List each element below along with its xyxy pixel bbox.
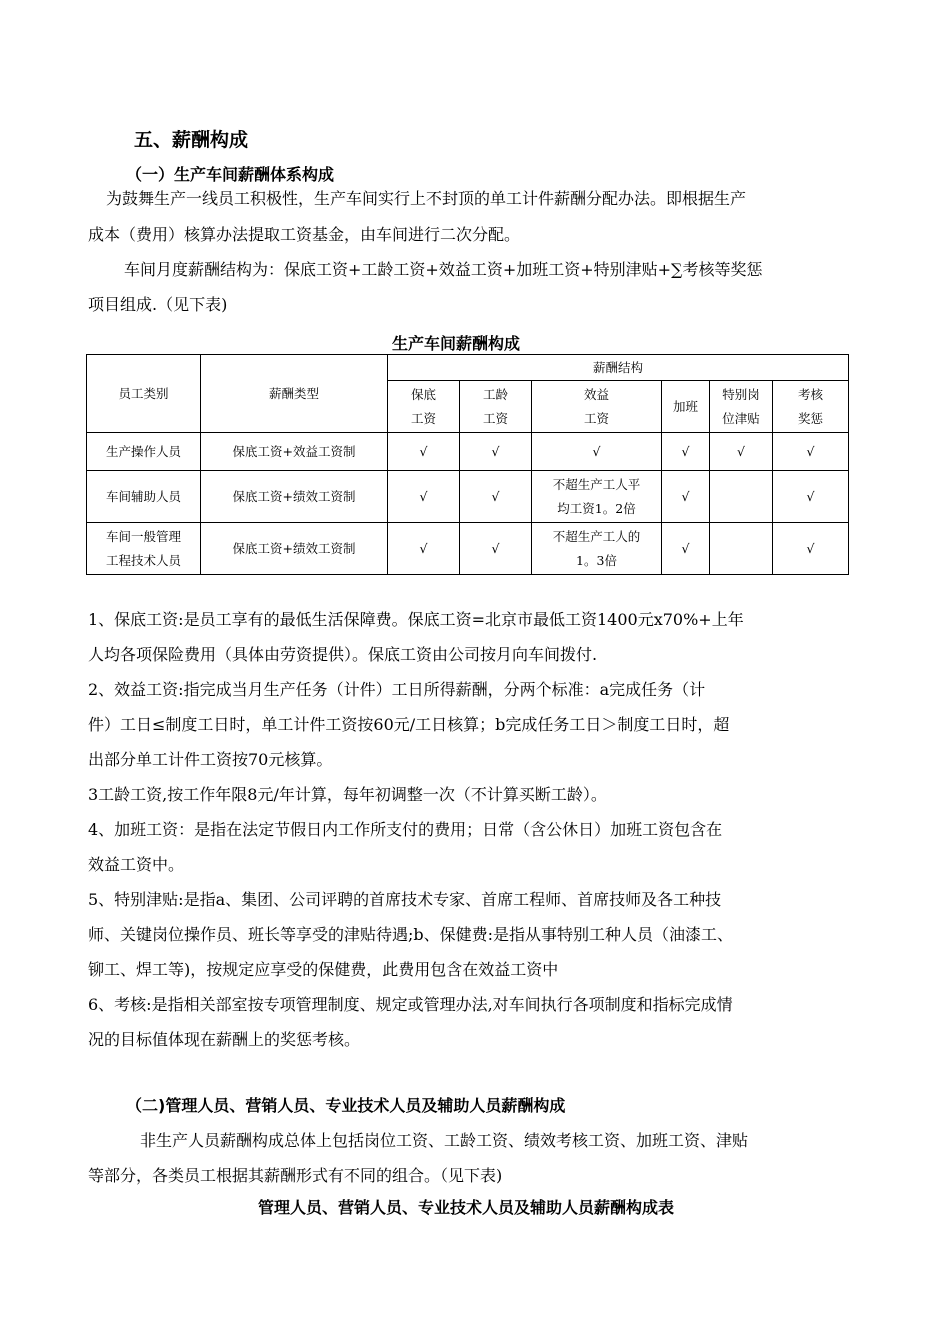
subsection-title-1: （一）生产车间薪酬体系构成 [126, 165, 335, 184]
cell-benefit: 不超生产工人平 均工资1。2倍 [532, 471, 662, 523]
cell-employee-type: 生产操作人员 [87, 433, 201, 471]
cell-benefit: √ [532, 433, 662, 471]
intro-line-2: 成本（费用）核算办法提取工资基金，由车间进行二次分配。 [88, 225, 521, 244]
cell-base: √ [388, 523, 460, 575]
table-row [87, 523, 849, 575]
cell-special [710, 471, 773, 523]
cell-salary-type: 保底工资+绩效工资制 [201, 523, 388, 575]
header-salary-type: 薪酬类型 [201, 355, 388, 433]
item-4-line-2: 效益工资中。 [88, 855, 185, 874]
item-6-line-1: 6、考核:是指相关部室按专项管理制度、规定或管理办法,对车间执行各项制度和指标完成情 [88, 995, 733, 1014]
cell-assess: √ [773, 471, 849, 523]
table2-caption: 管理人员、营销人员、专业技术人员及辅助人员薪酬构成表 [258, 1198, 675, 1217]
cell-employee-type: 车间辅助人员 [87, 471, 201, 523]
cell-special: √ [710, 433, 773, 471]
intro-line-3: 车间月度薪酬结构为：保底工资+工龄工资+效益工资+加班工资+特别津贴+∑考核等奖惩 [124, 260, 763, 279]
section-title: 五、薪酬构成 [134, 129, 249, 151]
header-assessment: 考核 奖惩 [773, 381, 849, 433]
cell-seniority: √ [460, 523, 532, 575]
header-seniority-wage: 工龄 工资 [460, 381, 532, 433]
cell-employee-type: 车间一般管理 工程技术人员 [87, 523, 201, 575]
intro-line-4: 项目组成.（见下表) [88, 295, 228, 314]
section2-line-2: 等部分，各类员工根据其薪酬形式有不同的组合。（见下表) [88, 1166, 503, 1185]
cell-special [710, 523, 773, 575]
section2-line-1: 非生产人员薪酬构成总体上包括岗位工资、工龄工资、绩效考核工资、加班工资、津贴 [140, 1131, 749, 1150]
table-row [87, 433, 849, 471]
table1-caption: 生产车间薪酬构成 [392, 334, 521, 353]
item-5-line-2: 师、关键岗位操作员、班长等享受的津贴待遇;b、保健费:是指从事特别工种人员（油漆工、 [88, 925, 734, 944]
cell-salary-type: 保底工资+绩效工资制 [201, 471, 388, 523]
cell-salary-type: 保底工资+效益工资制 [201, 433, 388, 471]
header-base-wage: 保底 工资 [388, 381, 460, 433]
cell-overtime: √ [662, 523, 710, 575]
item-4-line-1: 4、加班工资：是指在法定节假日内工作所支付的费用；日常（含公休日）加班工资包含在 [88, 820, 723, 839]
cell-seniority: √ [460, 433, 532, 471]
cell-overtime: √ [662, 433, 710, 471]
item-1-line-1: 1、保底工资:是员工享有的最低生活保障费。保底工资=北京市最低工资1400元x70%+上年 [88, 610, 744, 629]
cell-overtime: √ [662, 471, 710, 523]
salary-table [86, 354, 849, 575]
cell-assess: √ [773, 523, 849, 575]
table-header-row [87, 355, 849, 381]
cell-benefit: 不超生产工人的 1。3倍 [532, 523, 662, 575]
header-employee-type: 员工类别 [87, 355, 201, 433]
cell-base: √ [388, 433, 460, 471]
cell-base: √ [388, 471, 460, 523]
header-salary-structure: 薪酬结构 [388, 355, 849, 381]
item-2-line-3: 出部分单工计件工资按70元核算。 [88, 750, 333, 769]
item-3-line-1: 3工龄工资,按工作年限8元/年计算，每年初调整一次（不计算买断工龄）。 [88, 785, 607, 804]
item-1-line-2: 人均各项保险费用（具体由劳资提供）。保底工资由公司按月向车间拨付. [88, 645, 598, 664]
header-special-allowance: 特别岗 位津贴 [710, 381, 773, 433]
intro-line-1: 为鼓舞生产一线员工积极性，生产车间实行上不封顶的单工计件薪酬分配办法。即根据生产 [106, 189, 747, 208]
cell-seniority: √ [460, 471, 532, 523]
cell-assess: √ [773, 433, 849, 471]
item-2-line-1: 2、效益工资:指完成当月生产任务（计件）工日所得薪酬，分两个标准：a完成任务（计 [88, 680, 706, 699]
table-row [87, 471, 849, 523]
header-benefit-wage: 效益 工资 [532, 381, 662, 433]
item-6-line-2: 况的目标值体现在薪酬上的奖惩考核。 [88, 1030, 361, 1049]
header-overtime: 加班 [662, 381, 710, 433]
subsection-title-2: （二)管理人员、营销人员、专业技术人员及辅助人员薪酬构成 [126, 1096, 566, 1115]
item-5-line-3: 铆工、焊工等)，按规定应享受的保健费，此费用包含在效益工资中 [88, 960, 559, 979]
item-5-line-1: 5、特别津贴:是指a、集团、公司评聘的首席技术专家、首席工程师、首席技师及各工种技 [88, 890, 722, 909]
item-2-line-2: 件）工日≤制度工日时，单工计件工资按60元/工日核算；b完成任务工日＞制度工日时，超 [88, 715, 730, 734]
